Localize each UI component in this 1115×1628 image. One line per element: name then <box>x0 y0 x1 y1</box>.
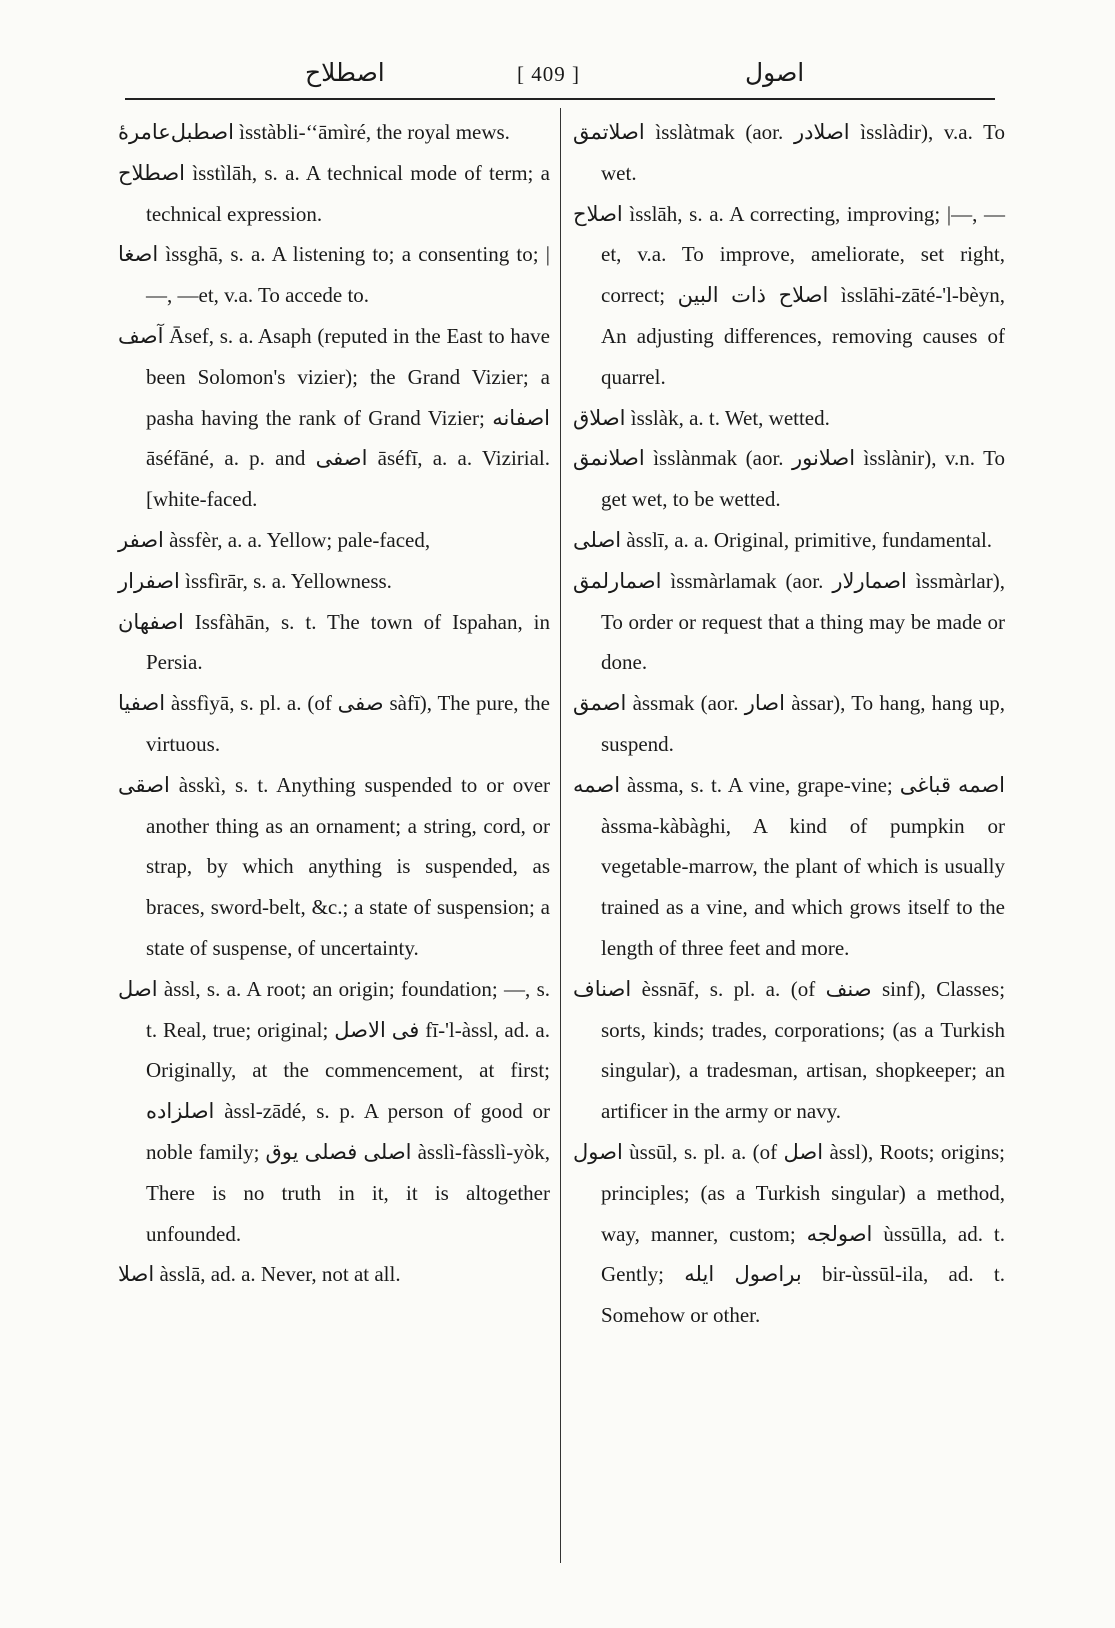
entry-headword: اصمه <box>573 772 621 797</box>
dictionary-entry <box>118 1254 550 1295</box>
dictionary-entry <box>573 112 1005 194</box>
entry-text: àssl, s. a. A root; an origin; foundation; —, s. t. Real, true; original; فی الاصل fī-'l-àssl, ad. a. Originally, at the commencement, at first; اصلزاده àssl-zādé, s. p. A person of good or noble family; اصلی فصلی یوق àsslì-fàsslì-yòk, There is no truth in it, it is altogether unfounded. <box>146 976 551 1246</box>
entry-headword: اصغا <box>118 242 159 267</box>
dictionary-entry <box>118 153 550 235</box>
entry-text: àssfèr, a. a. Yellow; pale-faced, <box>169 527 431 552</box>
dictionary-entry <box>118 112 550 153</box>
dictionary-entry <box>118 969 550 1255</box>
entry-text: àssma, s. t. A vine, grape-vine; اصمه قباغی àssma-kàbàghi, A kind of pumpkin or vegetable-marrow, the plant of which is usually trained as a vine, and which grows itself to the length of three feet and more. <box>601 772 1006 960</box>
dictionary-entry <box>573 1132 1005 1336</box>
entry-text: àsslā, ad. a. Never, not at all. <box>159 1262 401 1287</box>
dictionary-entry <box>573 765 1005 969</box>
entry-headword: اصلی <box>573 527 622 552</box>
entry-text: ìsstàbli-‘‘āmìré, the royal mews. <box>239 120 510 144</box>
entry-headword: اصطلاح <box>118 160 185 185</box>
entry-headword: آصف <box>118 323 164 348</box>
entry-text: ìsslànmak (aor. اصلانور ìsslànir), v.n. To get wet, to be wetted. <box>601 446 1006 512</box>
entry-text: ìsslàk, a. t. Wet, wetted. <box>630 405 830 430</box>
dictionary-entry <box>573 683 1005 765</box>
entry-headword: اصل <box>118 976 158 1001</box>
entry-text: ìssfìrār, s. a. Yellowness. <box>185 568 392 593</box>
entry-text: ìssmàrlamak (aor. اصمارلار ìssmàrlar), To order or request that a thing may be made or done. <box>601 568 1005 675</box>
entry-text: ùssūl, s. pl. a. (of اصل àssl), Roots; origins; principles; (as a Turkish singular) a method, way, manner, custom; اصولجه ùssūlla, ad. t. Gently; براصول ایله bir-ùssūl-ila, ad. t. Somehow or other. <box>601 1139 1005 1328</box>
entry-headword: اصقی <box>118 772 170 797</box>
right-column <box>573 112 1005 1336</box>
entry-headword: اصمق <box>573 691 627 716</box>
dictionary-entry <box>573 398 1005 439</box>
dictionary-entry <box>118 765 550 969</box>
entry-text: ìsslāh, s. a. A correcting, improving; |—, —et, v.a. To improve, ameliorate, set right, correct; اصلاح ذات البین ìsslāhi-zāté-'l-bèyn, An adjusting differences, removing causes of quarrel. <box>601 201 1005 389</box>
entry-headword: اصول <box>573 1139 623 1164</box>
entry-headword: اصطبل‌عامرۀ <box>118 120 234 144</box>
entry-text: àsskì, s. t. Anything suspended to or over another thing as an ornament; a string, cord, or strap, by which anything is suspended, as braces, sword-belt, &c.; a state of suspension; a state of suspense, of uncertainty. <box>146 772 551 960</box>
entry-text: àssmak (aor. اصار àssar), To hang, hang up, suspend. <box>601 691 1005 756</box>
dictionary-entry <box>118 316 550 520</box>
entry-text: Āsef, s. a. Asaph (reputed in the East to have been Solomon's vizier); the Grand Vizier; a pasha having the rank of Grand Vizier; اصفانه āséfāné, a. p. and اصفی āséfī, a. a. Vizirial. [white-faced. <box>146 323 551 512</box>
dictionary-entry <box>573 194 1005 398</box>
page-number: [ 409 ] <box>517 62 580 86</box>
entry-headword: اصلاق <box>573 405 626 430</box>
entry-headword: اصناف <box>573 976 632 1001</box>
header-right-headword: اصول <box>745 60 805 87</box>
entry-text: àssfìyā, s. pl. a. (of صفی sàfī), The pure, the virtuous. <box>146 691 550 756</box>
entry-headword: اصلاح <box>573 201 623 226</box>
entry-text: ìsslàtmak (aor. اصلادر ìsslàdir), v.a. To wet. <box>601 120 1005 185</box>
dictionary-entry <box>573 438 1005 520</box>
running-header <box>125 58 995 92</box>
dictionary-entry <box>118 683 550 765</box>
dictionary-entry <box>118 561 550 602</box>
entry-headword: اصفر <box>118 527 164 552</box>
entry-headword: اصلا <box>118 1262 155 1287</box>
entry-headword: اصمارلمق <box>573 568 662 593</box>
entry-text: ìsstìlāh, s. a. A technical mode of term; a technical expression. <box>146 160 551 226</box>
entry-headword: اصلانمق <box>573 446 645 471</box>
entry-text: ìssghā, s. a. A listening to; a consenting to; |—, —et, v.a. To accede to. <box>146 242 550 308</box>
entry-headword: اصفرار <box>118 568 180 593</box>
dictionary-entry <box>118 520 550 561</box>
entry-headword: اصلاتمق <box>573 120 645 144</box>
entry-headword: اصفهان <box>118 609 184 634</box>
entry-text: èssnāf, s. pl. a. (of صنف sinf), Classes; sorts, kinds; trades, corporations; (as a Turkish singular), a tradesman, artisan, shopkeeper; an artificer in the army or navy. <box>601 976 1006 1124</box>
entry-text: Issfàhān, s. t. The town of Ispahan, in Persia. <box>146 609 551 675</box>
entry-text: àsslī, a. a. Original, primitive, fundamental. <box>626 527 993 552</box>
dictionary-entry <box>573 561 1005 683</box>
column-divider <box>560 108 561 1563</box>
entry-headword: اصفیا <box>118 691 166 716</box>
header-left-headword: اصطلاح <box>305 60 385 87</box>
dictionary-entry <box>118 602 550 684</box>
header-rule <box>125 98 995 100</box>
dictionary-entry <box>573 520 1005 561</box>
left-column <box>118 112 550 1295</box>
dictionary-entry <box>118 234 550 316</box>
dictionary-entry <box>573 969 1005 1132</box>
